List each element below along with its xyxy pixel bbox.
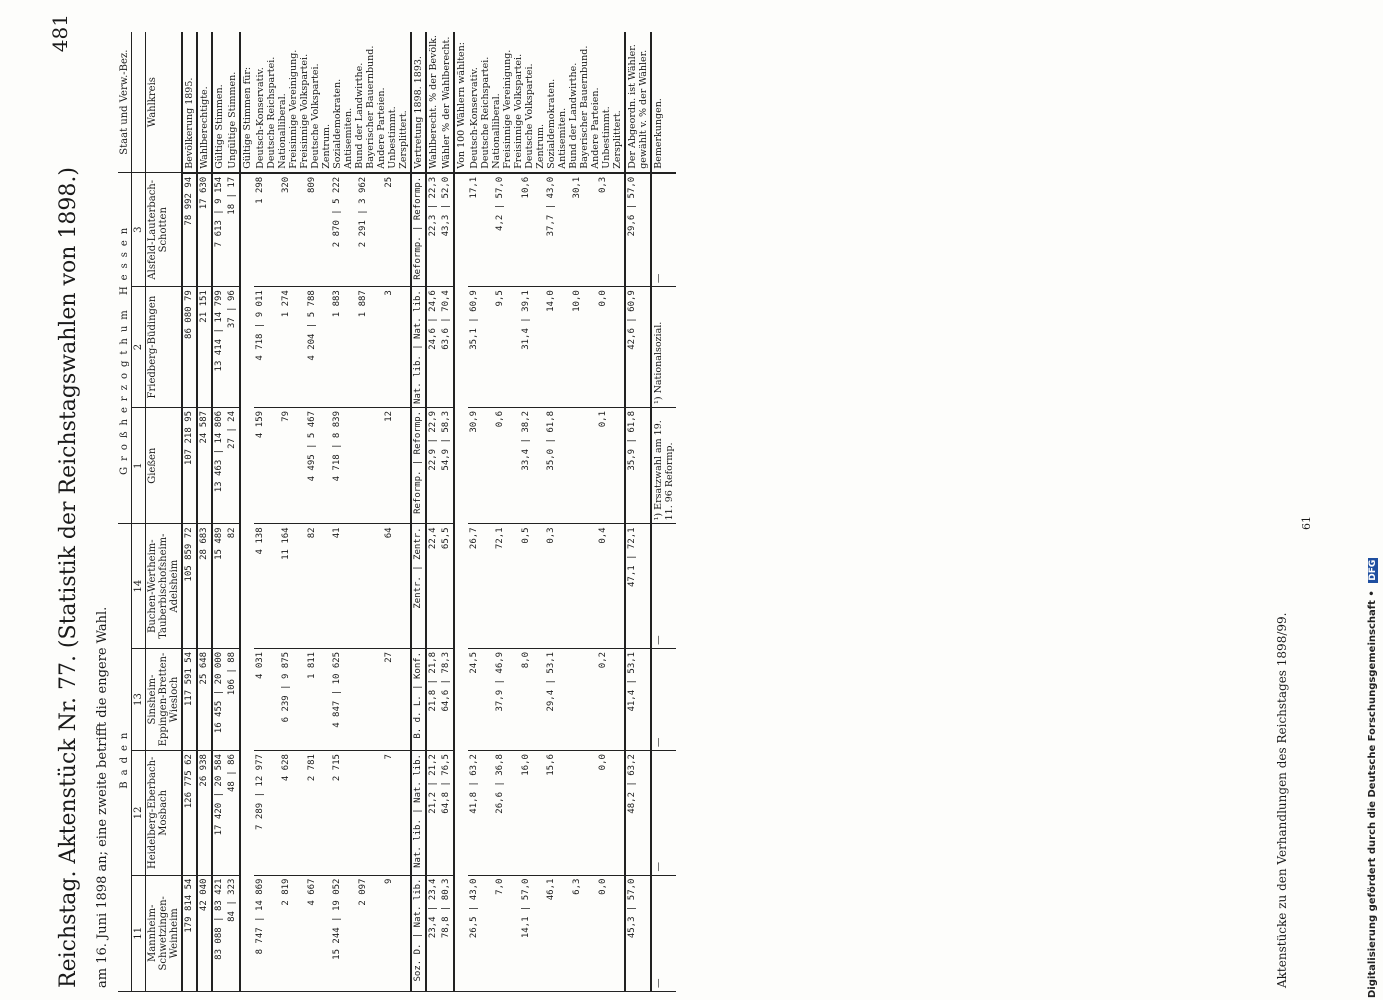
row-vertretung xyxy=(411,32,426,992)
page-subtitle: am 16. Juni 1898 an; eine zweite betrifft die engere Wahl. xyxy=(95,606,110,988)
cell: 18 | 17 xyxy=(226,173,240,287)
cell: 27 | 24 xyxy=(226,407,240,523)
page-title: Reichstag. Aktenstück Nr. 77. (Statistik der Reichstagswahlen von 1898.) xyxy=(56,167,81,988)
cell: 84 | 323 xyxy=(226,875,240,991)
cell: 64,8 | 76,5 xyxy=(440,751,454,875)
parties-header: Gültige Stimmen für: xyxy=(240,32,254,173)
col-name: Friedberg-Büdingen xyxy=(146,287,183,408)
cell: 15 244 | 19 052 xyxy=(331,875,357,991)
table-row xyxy=(520,32,546,992)
cell: 3 xyxy=(383,287,411,408)
cell: 10,0 xyxy=(571,287,597,408)
col-no: 14 xyxy=(132,524,146,649)
cell: 11 164 xyxy=(280,524,306,649)
party-label: Andere Parteien. xyxy=(376,87,387,169)
cell: 63,6 | 70,4 xyxy=(440,287,454,408)
cell: — xyxy=(651,173,676,287)
per100-header: Von 100 Wählern wählten: xyxy=(454,32,468,173)
table-row xyxy=(383,32,411,992)
cell: 43,3 | 52,0 xyxy=(440,173,454,287)
cell: 26,6 | 36,8 xyxy=(494,751,520,875)
election-statistics-table xyxy=(118,32,676,992)
cell: 13 414 | 14 799 xyxy=(212,287,226,408)
row-label: Der Abgeordn. ist Wähler. xyxy=(627,44,638,169)
col-no: 13 xyxy=(132,648,146,750)
party-label: Deutsch-Konservativ. xyxy=(255,67,266,169)
row-per100-header xyxy=(454,32,468,992)
cell: 24,6 | 24,6 xyxy=(426,287,440,408)
party-pct-label: Andere Parteien. xyxy=(590,87,601,169)
right-label: Staat und Verw.-Bez. xyxy=(118,32,132,173)
col-no: 3 xyxy=(132,173,146,287)
cell: 1 883 xyxy=(331,287,357,408)
party-pct-label: Nationalliberal. xyxy=(491,93,502,169)
row-pct-waehler xyxy=(440,32,454,992)
cell xyxy=(357,751,383,875)
cell: 117 591 54 xyxy=(182,648,197,750)
cell xyxy=(357,524,383,649)
cell: 4,2 | 57,0 xyxy=(494,173,520,287)
table-row xyxy=(545,32,571,992)
cell: 28 683 xyxy=(197,524,212,649)
cell: 7 289 | 12 977 xyxy=(254,751,280,875)
cell: 0,4 xyxy=(597,524,625,649)
cell: 24,5 xyxy=(468,648,494,750)
cell: Zentr. | Zentr. xyxy=(411,524,426,649)
cell xyxy=(571,524,597,649)
cell: 16,0 xyxy=(520,751,546,875)
party-pct-label: Unbestimmt. xyxy=(601,106,612,169)
row-label: Bemerkungen. xyxy=(651,32,676,173)
table-row xyxy=(280,32,306,992)
cell: 29,4 | 53,1 xyxy=(545,648,571,750)
row-gueltige xyxy=(212,32,226,992)
party-label: Sozialdemokraten. xyxy=(332,78,343,169)
row-label: Wahlberechtigte. xyxy=(197,32,212,173)
cell: 4 204 | 5 788 xyxy=(306,287,332,408)
cell: 54,9 | 58,3 xyxy=(440,407,454,523)
cell: 9,5 xyxy=(494,287,520,408)
cell: 21,8 | 21,8 xyxy=(426,648,440,750)
cell: 126 775 62 xyxy=(182,751,197,875)
cell: 1 298 xyxy=(254,173,280,287)
cell: 7 613 | 9 154 xyxy=(212,173,226,287)
cell: Soz. D. | Nat. lib. xyxy=(411,875,426,991)
cell: 0,3 xyxy=(545,524,571,649)
cell xyxy=(571,648,597,750)
row-pct-wahlber xyxy=(426,32,440,992)
cell: 21,2 | 21,2 xyxy=(426,751,440,875)
party-label: Nationalliberal. xyxy=(277,93,288,169)
table-row xyxy=(597,32,625,992)
cell: 15 489 xyxy=(212,524,226,649)
party-pct-label: Zentrum. xyxy=(535,123,546,169)
party-label: Freisinnige Volkspartei. xyxy=(299,53,310,169)
cell: 9 xyxy=(383,875,411,991)
party-rows xyxy=(254,32,411,992)
cell: 0,0 xyxy=(597,287,625,408)
cell: 0,2 xyxy=(597,648,625,750)
cell: 35,9 | 61,8 xyxy=(625,407,651,523)
party-pct-label: Deutsche Volkspartei. xyxy=(524,63,535,169)
party-pct-label: Sozialdemokraten. xyxy=(546,78,557,169)
cell: 41,4 | 53,1 xyxy=(625,648,651,750)
row-label: Ungültige Stimmen. xyxy=(226,32,240,173)
cell: 4 495 | 5 467 xyxy=(306,407,332,523)
cell: Reformp. | Reformp. xyxy=(411,173,426,287)
col-no: 1 xyxy=(132,407,146,523)
row-label: gewählt v. % der Wähler. xyxy=(638,49,649,169)
cell: 1 274 xyxy=(280,287,306,408)
party-label: Deutsche Volkspartei. xyxy=(310,63,321,169)
party-label: Unbestimmt. xyxy=(387,106,398,169)
col-no: 2 xyxy=(132,287,146,408)
cell: 82 xyxy=(226,524,240,649)
cell: 31,4 | 39,1 xyxy=(520,287,546,408)
cell: 4 718 | 9 011 xyxy=(254,287,280,408)
table-row xyxy=(494,32,520,992)
row-bemerkungen xyxy=(651,32,676,992)
cell: Nat. lib. | Nat. lib. xyxy=(411,287,426,408)
cell: 79 xyxy=(280,407,306,523)
cell: 26 938 xyxy=(197,751,212,875)
row-parties-header xyxy=(240,32,254,992)
cell: 26,5 | 43,0 xyxy=(468,875,494,991)
cell: 26,7 xyxy=(468,524,494,649)
cell: 78 992 94 xyxy=(182,173,197,287)
cell: 2 781 xyxy=(306,751,332,875)
cell: 4 628 xyxy=(280,751,306,875)
cell: 4 138 xyxy=(254,524,280,649)
group-hessen: Großherzogthum Hessen xyxy=(118,173,132,524)
cell: 17 420 | 20 584 xyxy=(212,751,226,875)
cell: 13 463 | 14 806 xyxy=(212,407,226,523)
col-name: Alsfeld-Lauterbach-Schotten xyxy=(146,173,183,287)
cell: 46,1 xyxy=(545,875,571,991)
cell: 29,6 | 57,0 xyxy=(625,173,651,287)
cell: 16 455 | 20 000 xyxy=(212,648,226,750)
cell: — xyxy=(651,524,676,649)
cell: 33,4 | 38,2 xyxy=(520,407,546,523)
col-name: Gießen xyxy=(146,407,183,523)
cell: 105 859 72 xyxy=(182,524,197,649)
cell: 47,1 | 72,1 xyxy=(625,524,651,649)
cell: 27 xyxy=(383,648,411,750)
cell: 17 630 xyxy=(197,173,212,287)
cell: 23,4 | 23,4 xyxy=(426,875,440,991)
group-baden: Baden xyxy=(118,524,132,992)
cell: 42,6 | 60,9 xyxy=(625,287,651,408)
table-row xyxy=(306,32,332,992)
cell: 22,4 xyxy=(426,524,440,649)
cell: 12 xyxy=(383,407,411,523)
cell: 35,1 | 60,9 xyxy=(468,287,494,408)
cell: 45,3 | 57,0 xyxy=(625,875,651,991)
cell: Reformp. | Reformp. xyxy=(411,407,426,523)
cell: 37,9 | 46,9 xyxy=(494,648,520,750)
party-pct-label: Freisinnige Volkspartei. xyxy=(513,53,524,169)
cell: 0,0 xyxy=(597,751,625,875)
party-pct-label: Bayerischer Bauernbund. xyxy=(579,45,590,169)
dfg-logo: DFG xyxy=(1368,559,1378,581)
cell xyxy=(357,648,383,750)
footer-note: Aktenstücke zu den Verhandlungen des Reichstages 1898/99. xyxy=(1275,612,1289,988)
dfg-sidebar xyxy=(1367,8,1381,998)
row-abgeordneter xyxy=(625,32,651,992)
cell: 4 718 | 8 839 xyxy=(331,407,357,523)
cell: 25 648 xyxy=(197,648,212,750)
cell: 2 819 xyxy=(280,875,306,991)
cell: 1 887 xyxy=(357,287,383,408)
cell: 14,0 xyxy=(545,287,571,408)
cell: ¹) Nationalsozial. xyxy=(651,287,676,408)
cell: — xyxy=(651,648,676,750)
cell: 320 xyxy=(280,173,306,287)
cell: 82 xyxy=(306,524,332,649)
party-pct-label: Freisinnige Vereinigung. xyxy=(502,49,513,169)
cell: 2 291 | 3 962 xyxy=(357,173,383,287)
cell: 7,0 xyxy=(494,875,520,991)
party-pct-label: Antisemiten. xyxy=(557,107,568,169)
cell: 30,1 xyxy=(571,173,597,287)
cell: 7 xyxy=(383,751,411,875)
row-label-wahlkreis: Wahlkreis xyxy=(146,32,183,173)
per100-rows xyxy=(468,32,625,992)
col-name: Buchen-Wertheim-Tauberbischofsheim-Adelsheim xyxy=(146,524,183,649)
cell: 8 747 | 14 869 xyxy=(254,875,280,991)
row-label: Vertretung 1898. xyxy=(413,86,424,169)
cell: 10,6 xyxy=(520,173,546,287)
cell: 42 040 xyxy=(197,875,212,991)
cell: 4 031 xyxy=(254,648,280,750)
party-pct-label: Zersplittert. xyxy=(612,110,623,169)
party-label: Antisemiten. xyxy=(343,107,354,169)
cell: 48,2 | 63,2 xyxy=(625,751,651,875)
cell: 37,7 | 43,0 xyxy=(545,173,571,287)
cell: 106 | 88 xyxy=(226,648,240,750)
cell: 6,3 xyxy=(571,875,597,991)
cell: 48 | 86 xyxy=(226,751,240,875)
cell: 0,5 xyxy=(520,524,546,649)
cell: 0,6 xyxy=(494,407,520,523)
table-row xyxy=(254,32,280,992)
cell: 17,1 xyxy=(468,173,494,287)
cell: 6 239 | 9 875 xyxy=(280,648,306,750)
party-label: Freisinnige Vereinigung. xyxy=(288,49,299,169)
cell: 22,3 | 22,3 xyxy=(426,173,440,287)
cell: 83 088 | 83 421 xyxy=(212,875,226,991)
cell: 41 xyxy=(331,524,357,649)
party-label: Deutsche Reichspartei. xyxy=(266,56,277,169)
col-no: 12 xyxy=(132,751,146,875)
col-name: Mannheim-Schwetzingen-Weinheim xyxy=(146,875,183,991)
cell: 8,0 xyxy=(520,648,546,750)
col-name: Heidelberg-Eberbach-Mosbach xyxy=(146,751,183,875)
party-label: Bayerischer Bauernbund. xyxy=(365,45,376,169)
footer-page: 61 xyxy=(1300,516,1313,530)
col-no: 11 xyxy=(132,875,146,991)
page-number: 481 xyxy=(48,14,72,53)
table-row xyxy=(468,32,494,992)
cell: 78,8 | 80,3 xyxy=(440,875,454,991)
cell: 25 xyxy=(383,173,411,287)
cell: 65,5 xyxy=(440,524,454,649)
cell: 21 151 xyxy=(197,287,212,408)
row-label: Wahlberecht. % der Bevölk. xyxy=(426,32,440,173)
cell: 2 097 xyxy=(357,875,383,991)
cell xyxy=(571,407,597,523)
cell: 30,9 xyxy=(468,407,494,523)
cell xyxy=(357,407,383,523)
cell: 1 811 xyxy=(306,648,332,750)
cell: 14,1 | 57,0 xyxy=(520,875,546,991)
cell: 2 870 | 5 222 xyxy=(331,173,357,287)
cell: — xyxy=(651,751,676,875)
cell: 179 814 54 xyxy=(182,875,197,991)
cell: 72,1 xyxy=(494,524,520,649)
row-label: 1893. xyxy=(413,56,424,84)
col-name: Sinsheim-Eppingen-Bretten-Wiesloch xyxy=(146,648,183,750)
cell: 2 715 xyxy=(331,751,357,875)
party-pct-label: Deutsch-Konservativ. xyxy=(469,67,480,169)
cell: 107 218 95 xyxy=(182,407,197,523)
party-label: Zersplittert. xyxy=(398,110,409,169)
cell: 4 847 | 10 625 xyxy=(331,648,357,750)
table-row xyxy=(357,32,383,992)
table-row xyxy=(331,32,357,992)
cell: 37 | 96 xyxy=(226,287,240,408)
row-ungueltige xyxy=(226,32,240,992)
dfg-text: Digitalisierung gefördert durch die Deutsche Forschungsgemeinschaft • xyxy=(1367,590,1378,998)
cell: 0,3 xyxy=(597,173,625,287)
cell: ¹) Ersatzwahl am 19. 11. 96 Reformp. xyxy=(651,407,676,523)
cell: Nat. lib. | Nat. lib. xyxy=(411,751,426,875)
cell: 24 587 xyxy=(197,407,212,523)
party-pct-label: Bund der Landwirthe. xyxy=(568,62,579,169)
table-row xyxy=(571,32,597,992)
row-label: Wähler % der Wahlberecht. xyxy=(440,32,454,173)
cell: 64 xyxy=(383,524,411,649)
cell: 4 159 xyxy=(254,407,280,523)
cell: — xyxy=(651,875,676,991)
cell: 64,6 | 78,3 xyxy=(440,648,454,750)
row-label: Bevölkerung 1895. xyxy=(182,32,197,173)
party-label: Zentrum. xyxy=(321,123,332,169)
cell: 22,9 | 22,9 xyxy=(426,407,440,523)
cell: B. d. L. | Konf. xyxy=(411,648,426,750)
row-label: Gültige Stimmen. xyxy=(212,32,226,173)
cell xyxy=(571,751,597,875)
party-label: Bund der Landwirthe. xyxy=(354,62,365,169)
row-wahlberechtigte xyxy=(197,32,212,992)
cell: 0,0 xyxy=(597,875,625,991)
cell: 35,0 | 61,8 xyxy=(545,407,571,523)
cell: 4 667 xyxy=(306,875,332,991)
page-header xyxy=(0,0,81,1000)
cell: 0,1 xyxy=(597,407,625,523)
cell: 809 xyxy=(306,173,332,287)
row-bevoelkerung xyxy=(182,32,197,992)
cell: 15,6 xyxy=(545,751,571,875)
party-pct-label: Deutsche Reichspartei. xyxy=(480,56,491,169)
cell: 86 080 79 xyxy=(182,287,197,408)
cell: 41,8 | 63,2 xyxy=(468,751,494,875)
